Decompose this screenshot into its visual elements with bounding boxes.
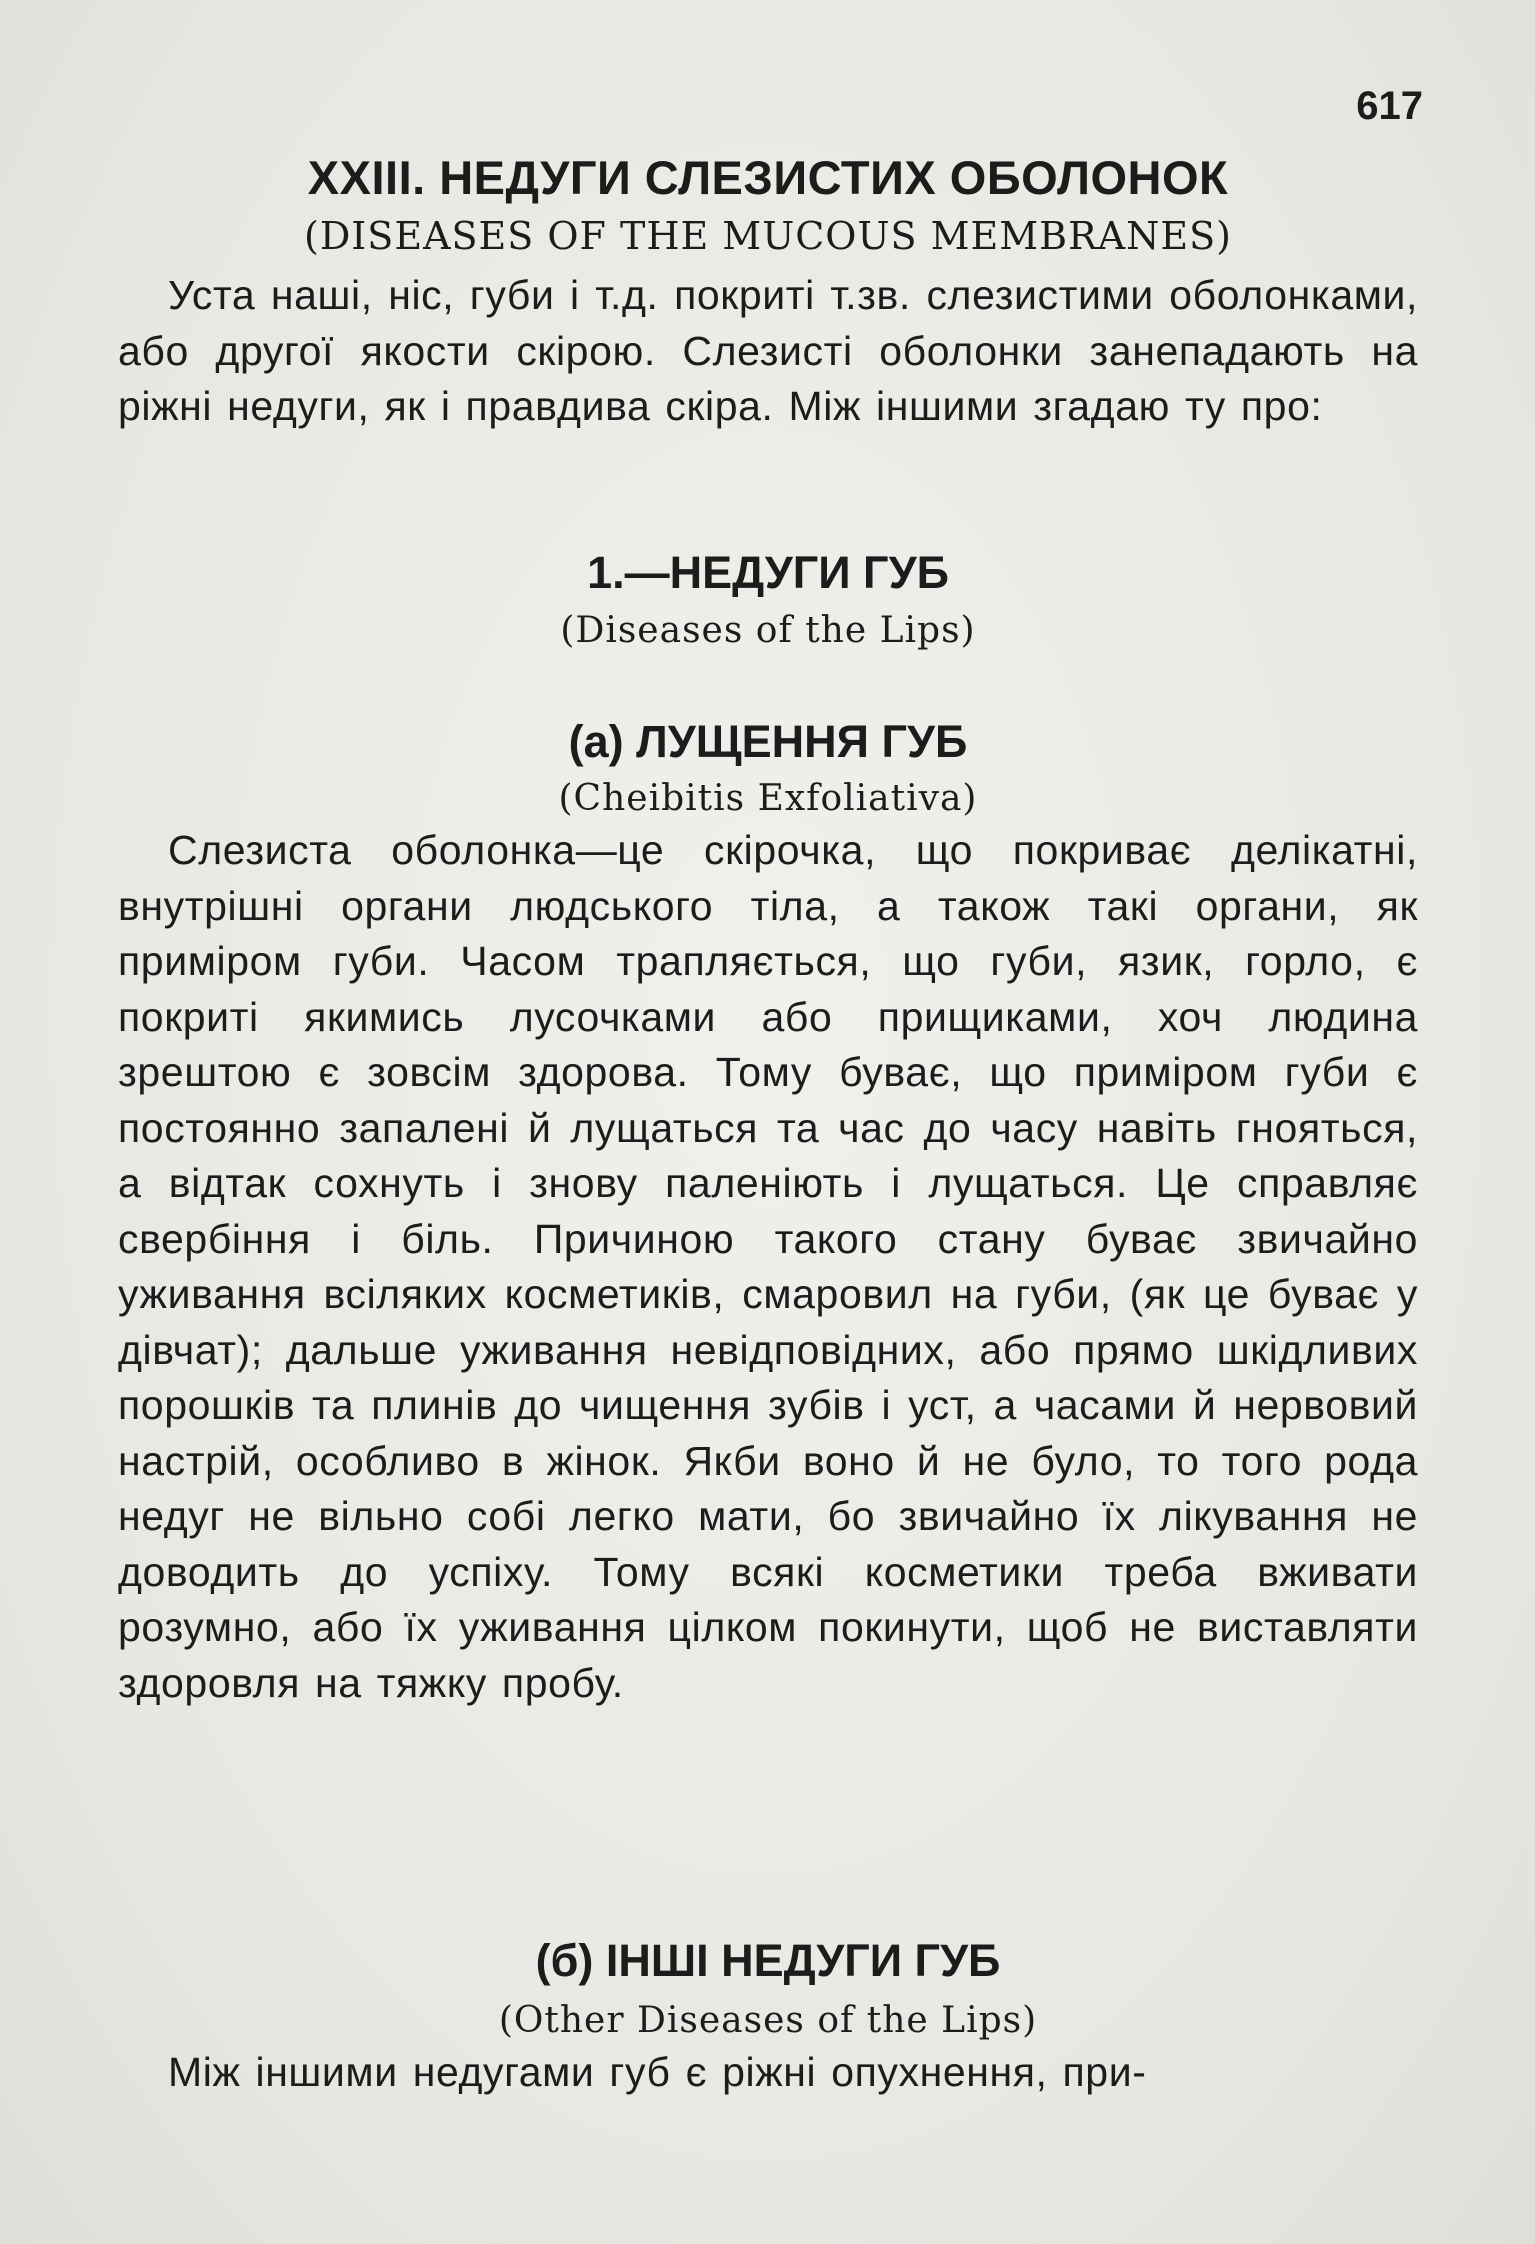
intro-paragraph: Уста наші, ніс, губи і т.д. покриті т.зв. слезистими оболонками, або другої якости скірою. Слезисті оболонки занепадають на ріжні недуги, як і правдива скіра. Між іншими згадаю ту про: — [118, 272, 1418, 429]
subsection-b-body — [118, 2045, 1418, 2101]
chapter-title: XXIII. НЕДУГИ СЛЕЗИСТИХ ОБОЛОНОК — [307, 151, 1229, 204]
subsection-b-paragraph: Між іншими недугами губ є ріжні опухнення, при- — [168, 2049, 1147, 2095]
subsection-a-title: (а) ЛУЩЕННЯ ГУБ — [568, 716, 968, 767]
subsection-b-subtitle: (Other Diseases of the Lips) — [498, 2000, 1038, 2041]
section-subtitle: (Diseases of the Lips) — [560, 610, 976, 651]
subsection-a-body — [118, 823, 1418, 1711]
subsection-b-title: (б) ІНШІ НЕДУГИ ГУБ — [535, 1935, 1001, 1986]
chapter-subtitle: (DISEASES OF THE MUCOUS MEMBRANES) — [304, 214, 1232, 258]
page-number: 617 — [1356, 84, 1423, 128]
chapter-intro — [118, 268, 1418, 435]
subsection-a-subtitle: (Cheibitis Exfoliativa) — [558, 778, 978, 819]
section-title: 1.—НЕДУГИ ГУБ — [587, 547, 949, 598]
subsection-a-paragraph: Слезиста оболонка—це скірочка, що покриває делікатні, внутрішні органи людського тіла, а також такі органи, як приміром губи. Часом трапляється, що губи, язик, горло, є покриті якимись лусочками або прищиками, хоч людина зрештою є зовсім здорова. Тому буває, що приміром губи є постоянно запалені й лущаться та час до часу навіть гнояться, а відтак сохнуть і знову паленіють і лущаться. Це справляє свербіння і біль. Причиною такого стану буває звичайно уживання всіляких косметиків, смаровил на губи, (як це буває у дівчат); дальше уживання невідповідних, або прямо шкідливих порошків та плинів до чищення зубів і уст, а часами й нервовий настрій, особливо в жінок. Якби воно й не було, то того рода недуг не вільно собі легко мати, бо звичайно їх лікування не доводить до успіху. Тому всякі косметики треба вживати розумно, або їх уживання цілком покинути, щоб не виставляти здоровля на тяжку пробу. — [118, 827, 1418, 1706]
